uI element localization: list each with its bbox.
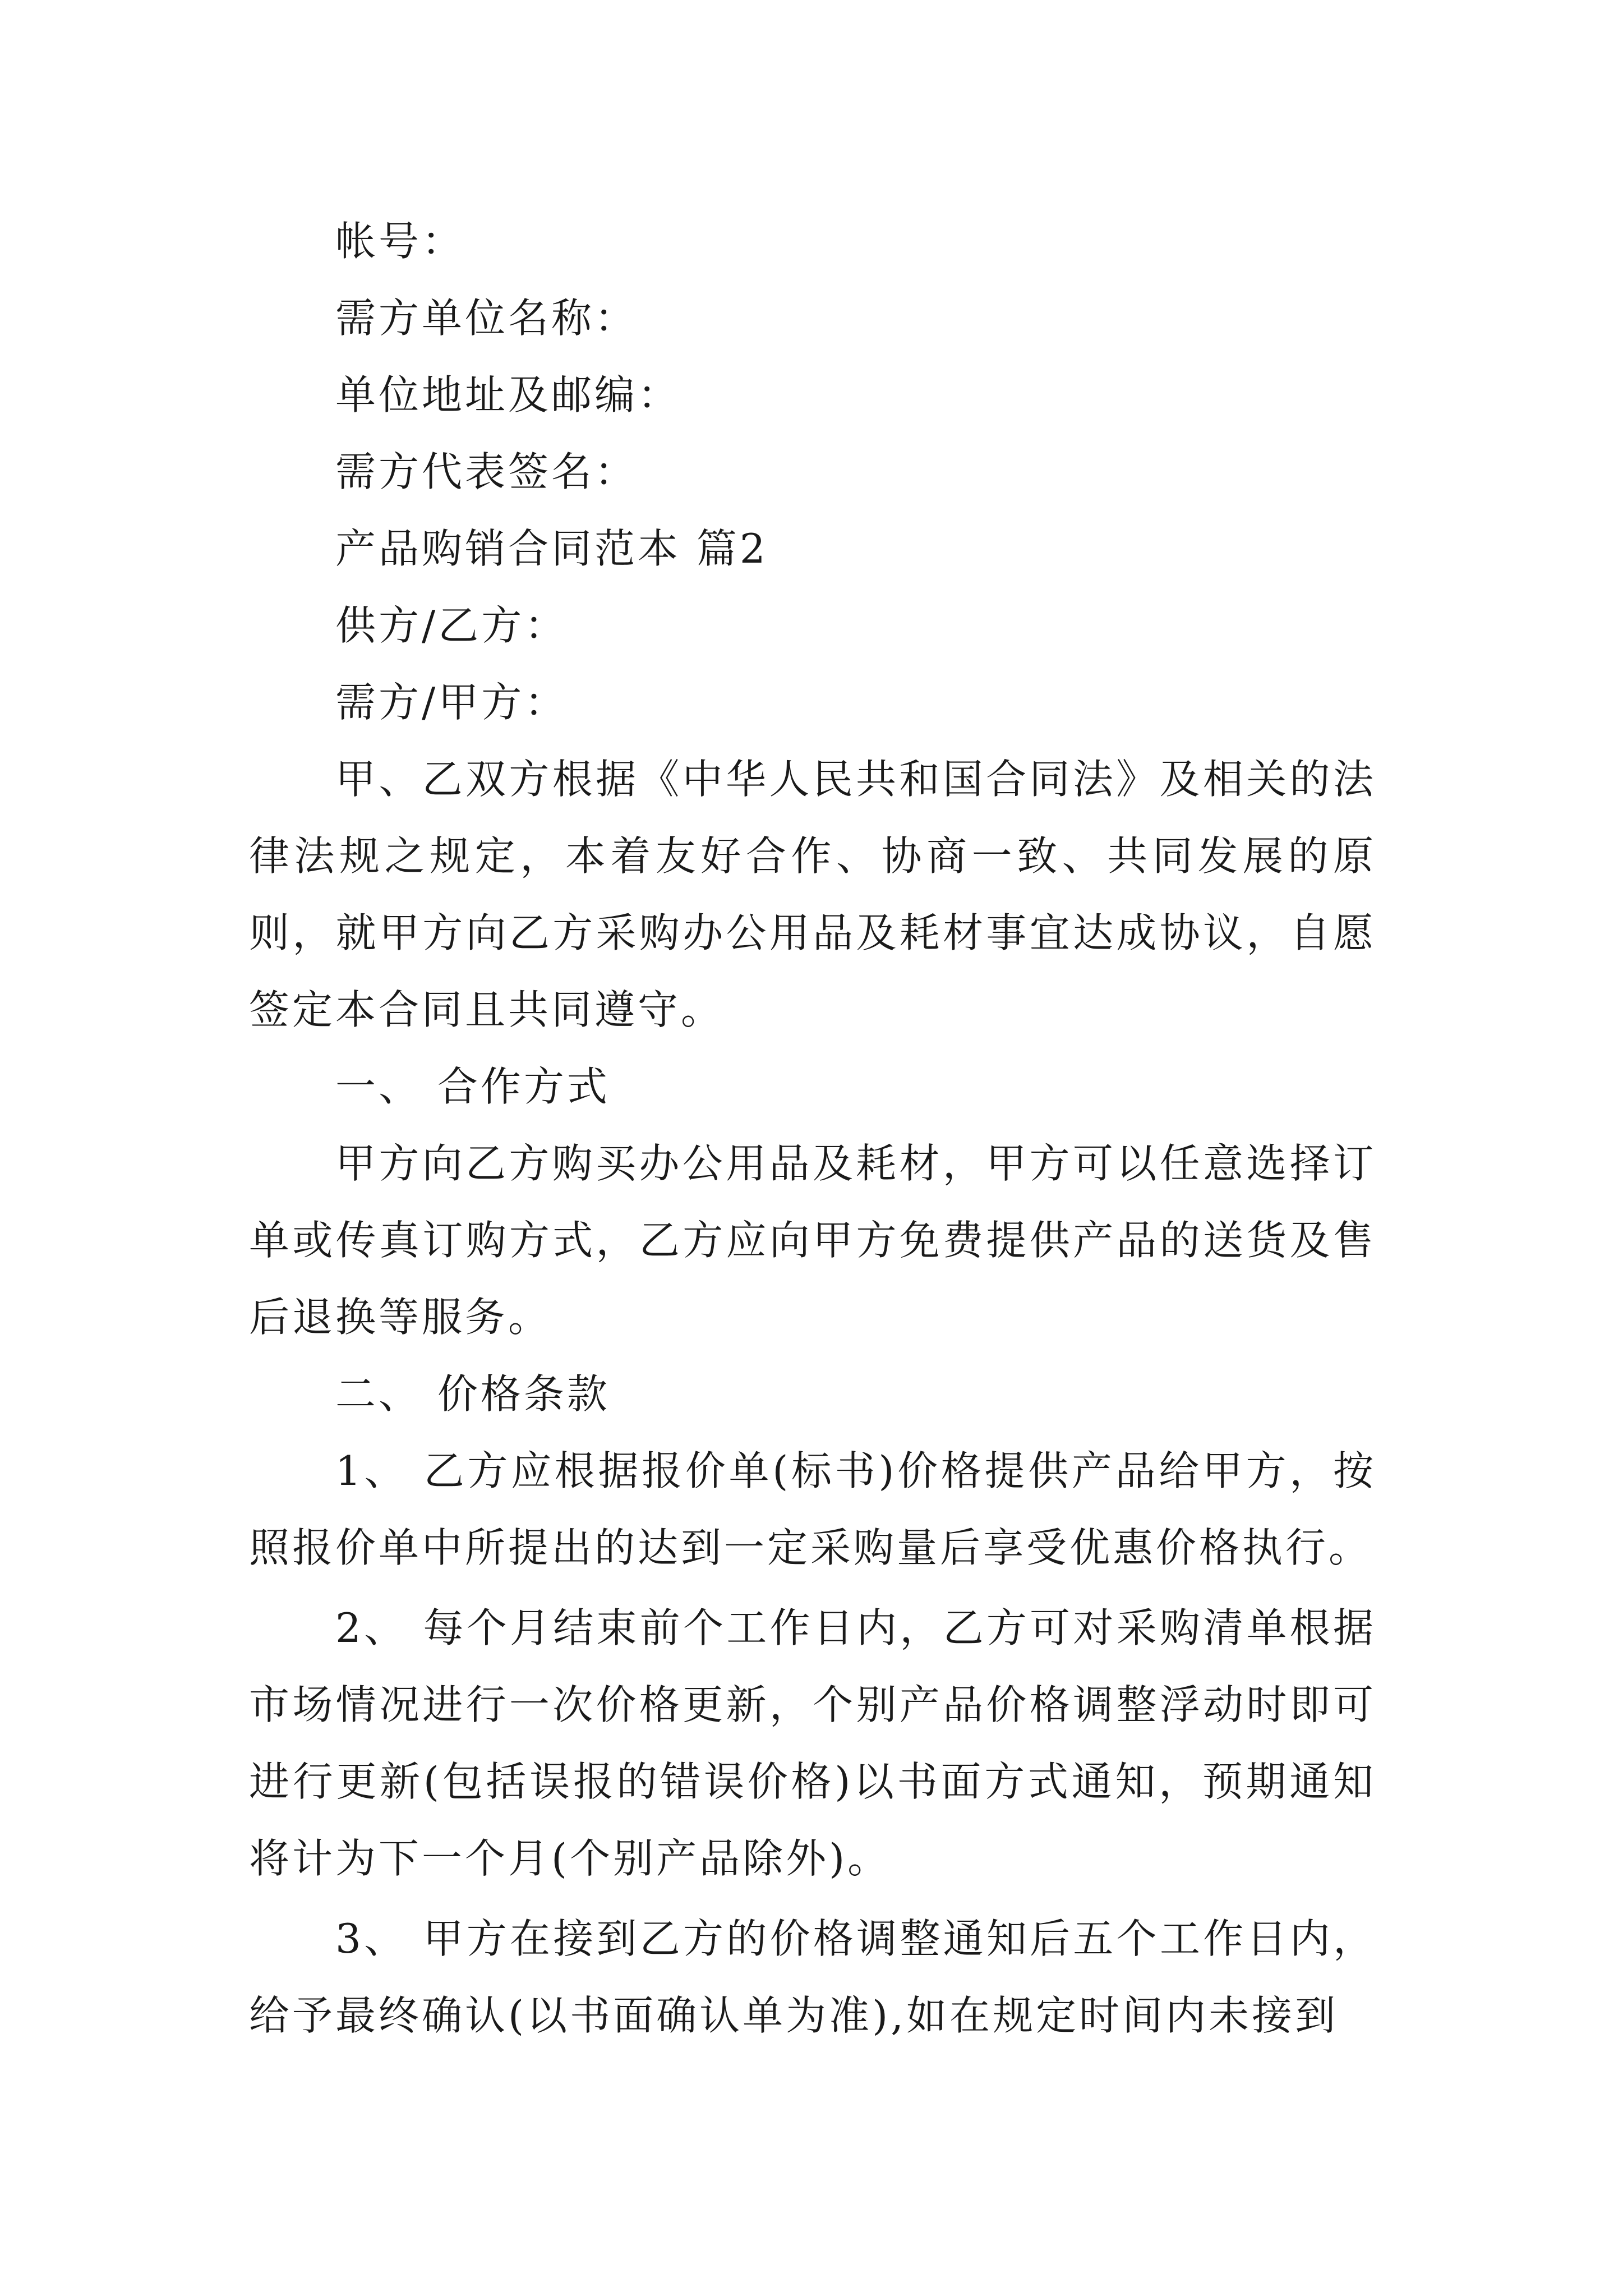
price-clause-1: 1、 乙方应根据报价单(标书)价格提供产品给甲方，按照报价单中所提出的达到一定采购量后享受优惠价格执行。 xyxy=(249,1447,1376,1571)
price-clause-2: 2、 每个月结束前个工作日内，乙方可对采购清单根据市场情况进行一次价格更新，个别产品价格调整浮动时即可进行更新(包括误报的错误价格)以书面方式通知，预期通知将计为下一个月(个别产品除外)。 xyxy=(249,1604,1376,1882)
cooperation-paragraph: 甲方向乙方购买办公用品及耗材，甲方可以任意选择订单或传真订购方式，乙方应向甲方免费提供产品的送货及售后退换等服务。 xyxy=(249,1140,1376,1341)
preamble-paragraph: 甲、乙双方根据《中华人民共和国合同法》及相关的法律法规之规定，本着友好合作、协商一致、共同发展的原则，就甲方向乙方采购办公用品及耗材事宜达成协议，自愿签定本合同且共同遵守。 xyxy=(249,756,1376,1033)
document-body xyxy=(249,203,1376,2054)
buyer-line: 需方/甲方： xyxy=(335,679,568,726)
heading-cooperation: 一、 合作方式 xyxy=(335,1063,610,1110)
buyer-name-line: 需方单位名称： xyxy=(335,295,638,342)
buyer-address-line: 单位地址及邮编： xyxy=(335,371,681,418)
buyer-signature-line: 需方代表签名： xyxy=(335,448,638,495)
price-clause-3: 3、 甲方在接到乙方的价格调整通知后五个工作日内，给予最终确认(以书面确认单为准),如在规定时间内未接到 xyxy=(249,1915,1376,2039)
supplier-line: 供方/乙方： xyxy=(335,602,568,649)
section-title: 产品购销合同范本 篇2 xyxy=(335,525,768,572)
heading-price-terms: 二、 价格条款 xyxy=(335,1370,610,1418)
account-line: 帐号： xyxy=(335,218,465,265)
